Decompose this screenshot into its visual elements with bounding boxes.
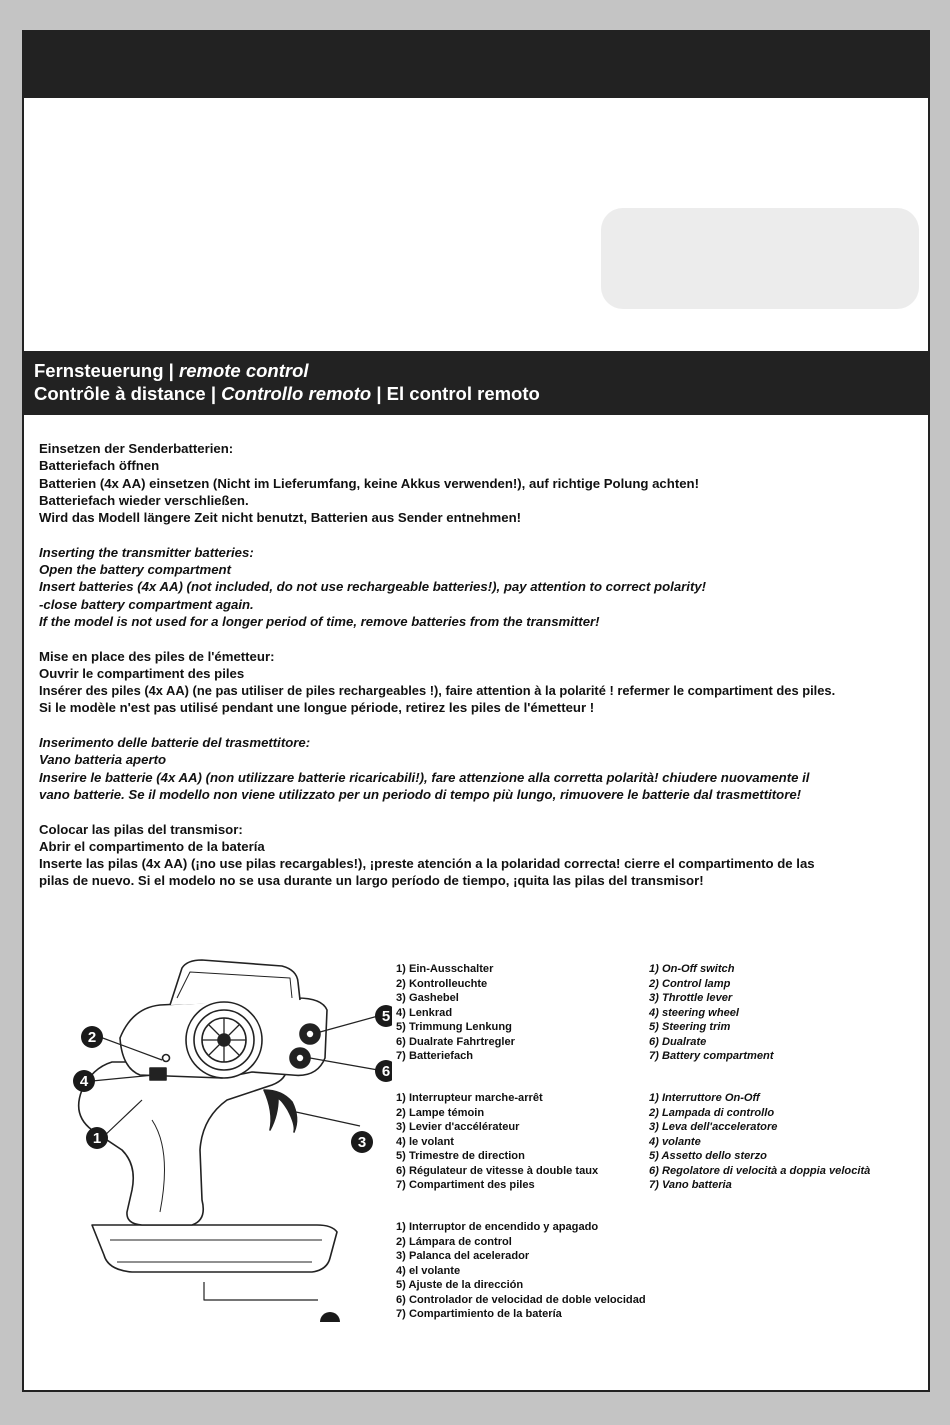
callout-2: [81, 1026, 103, 1048]
callout-1: [86, 1127, 108, 1149]
legend-en: 1) On-Off switch 2) Control lamp 3) Throttle lever 4) steering wheel 5) Steering trim 6) Dualrate 7) Battery compartment: [649, 963, 774, 1062]
throttle-trigger: [264, 1090, 297, 1132]
legend-fr: 1) Interrupteur marche-arrêt 2) Lampe témoin 3) Levier d'accélérateur 4) le volant 5) Trimestre de direction 6) Régulateur de vitesse à double taux 7) Compartiment des piles: [396, 1092, 599, 1191]
manual-page: [22, 30, 930, 1392]
svg-text:1: 1: [92, 1130, 102, 1147]
svg-text:6: 6: [381, 1063, 391, 1080]
svg-text:4: 4: [79, 1073, 89, 1090]
header-es: El control remoto: [386, 383, 540, 404]
header-line-1: Fernsteuerung | remote control: [34, 360, 309, 381]
header-it: Controllo remoto: [221, 383, 372, 404]
section-header: [24, 351, 928, 415]
instructions-fr: Mise en place des piles de l'émetteur: Ouvrir le compartiment des piles Insérer des piles (4x AA) (ne pas utiliser de piles rechargeables !), faire attention à la polarité ! refermer le compartiment des piles. Si le modèle n'est pas utilisé pendant une longue période, retirez les piles de l'émetteur !: [39, 648, 836, 716]
legend-it: 1) Interruttore On-Off 2) Lampada di controllo 3) Leva dell'acceleratore 4) volante 5) Assetto dello sterzo 6) Regolatore di velocità a doppia velocità 7) Vano batteria: [649, 1092, 871, 1191]
svg-text:5: 5: [381, 1008, 391, 1025]
transmitter-grip: [79, 1062, 287, 1225]
instructions-de: Einsetzen der Senderbatterien: Batteriefach öffnen Batterien (4x AA) einsetzen (Nicht im Lieferumfang, keine Akkus verwenden!), auf richtige Polung achten! Batteriefach wieder verschließen. Wird das Modell längere Zeit nicht benutzt, Batterien aus Sender entnehmen!: [39, 441, 699, 526]
callout-6: [375, 1060, 392, 1082]
svg-text:2: 2: [87, 1029, 97, 1046]
callout-7: [320, 1312, 340, 1322]
transmitter-illustration: [42, 950, 392, 1322]
instructions-es: Colocar las pilas del transmisor: Abrir el compartimento de la batería Inserte las pilas (4x AA) (¡no use pilas recargables!), ¡preste atención a la polaridad correcta! cierre el compartimento de las pilas de nuevo. Si el modelo no se usa durante un largo período de tiempo, ¡quita las pilas del transmisor!: [39, 821, 815, 889]
battery-instructions: [39, 440, 929, 907]
instructions-en: Inserting the transmitter batteries: Open the battery compartment Insert batteries (4x AA) (not included, do not use rechargeable batteries!), pay attention to correct polarity! -close battery compartment again. If the model is not used for a longer period of time, remove batteries from the transmitter!: [39, 544, 707, 629]
callout-3: [351, 1131, 373, 1153]
header-en: remote control: [179, 360, 309, 381]
transmitter-base: [92, 1225, 337, 1272]
callout-5: [375, 1005, 392, 1027]
callout-4: [73, 1070, 95, 1092]
legend-de: 1) Ein-Ausschalter 2) Kontrolleuchte 3) Gashebel 4) Lenkrad 5) Trimmung Lenkung 6) Dualrate Fahrtregler 7) Batteriefach: [396, 963, 515, 1062]
instructions-it: Inserimento delle batterie del trasmettitore: Vano batteria aperto Inserire le batterie (4x AA) (non utilizzare batterie ricaricabili!), fare attenzione alla corretta polarità! chiudere nuovamente il vano batterie. Se il modello non viene utilizzato per un periodo di tempo più lungo, rimuovere le batterie dal trasmettitore!: [39, 735, 810, 802]
grey-placeholder-box: [601, 208, 919, 309]
legend-es: 1) Interruptor de encendido y apagado 2) Lámpara de control 3) Palanca del acelerador 4) el volante 5) Ajuste de la dirección 6) Controlador de velocidad de doble velocidad 7) Compartimiento de la batería: [396, 1221, 646, 1320]
top-header-bar: [24, 32, 928, 98]
header-line-2: Contrôle à distance | Controllo remoto | El control remoto: [34, 383, 540, 404]
svg-text:3: 3: [357, 1134, 367, 1151]
power-switch: [150, 1068, 166, 1080]
header-fr: Contrôle à distance: [34, 383, 206, 404]
header-de: Fernsteuerung: [34, 360, 164, 381]
